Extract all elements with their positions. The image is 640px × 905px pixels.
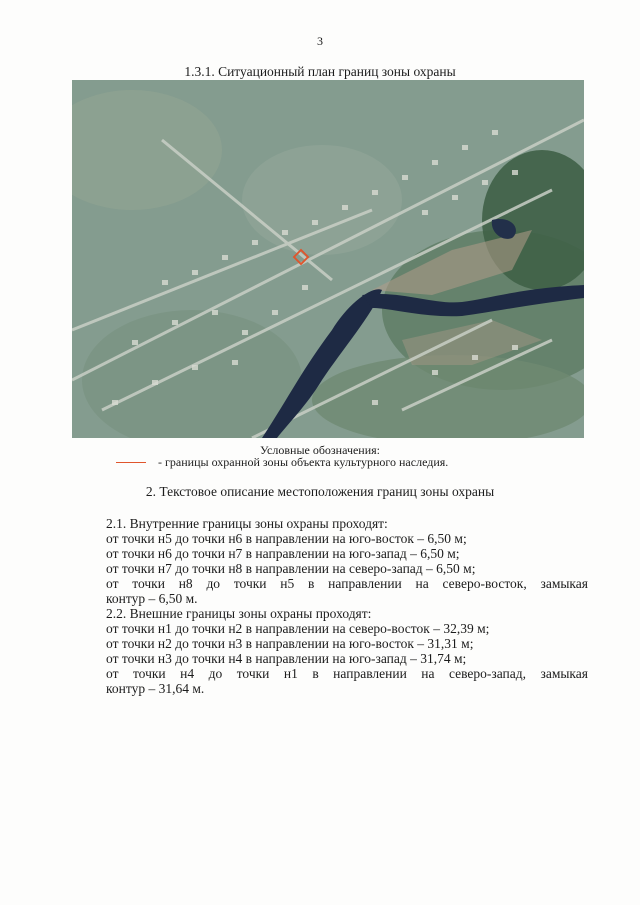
page-number: 3 xyxy=(317,34,323,48)
outer-line-4a: от точки н4 до точки н1 в направлении на северо-запад, замыкая xyxy=(106,666,588,681)
legend-item: - границы охранной зоны объекта культурного наследия. xyxy=(158,455,449,469)
inner-line-3: от точки н7 до точки н8 в направлении на северо-запад – 6,50 м; xyxy=(106,561,476,576)
inner-line-1: от точки н5 до точки н6 в направлении на юго-восток – 6,50 м; xyxy=(106,531,467,546)
section2-title: 2. Текстовое описание местоположения границ зоны охраны xyxy=(145,484,495,499)
legend-line-swatch xyxy=(116,462,146,463)
legend-title: Условные обозначения: xyxy=(259,443,381,457)
inner-heading: 2.1. Внутренние границы зоны охраны проходят: xyxy=(106,516,388,531)
section-title: 1.3.1. Ситуационный план границ зоны охраны xyxy=(184,64,456,79)
outer-line-2: от точки н2 до точки н3 в направлении на юго-восток – 31,31 м; xyxy=(106,636,474,651)
outer-line-1: от точки н1 до точки н2 в направлении на северо-восток – 32,39 м; xyxy=(106,621,490,636)
inner-line-2: от точки н6 до точки н7 в направлении на юго-запад – 6,50 м; xyxy=(106,546,460,561)
inner-line-4a: от точки н8 до точки н5 в направлении на северо-восток, замыкая xyxy=(106,576,588,591)
boundary-description xyxy=(106,516,588,696)
inner-line-4b: контур – 6,50 м. xyxy=(106,591,198,606)
outer-line-3: от точки н3 до точки н4 в направлении на юго-запад – 31,74 м; xyxy=(106,651,467,666)
outer-line-4b: контур – 31,64 м. xyxy=(106,681,205,696)
outer-heading: 2.2. Внешние границы зоны охраны проходят: xyxy=(106,606,372,621)
satellite-map xyxy=(72,80,584,438)
